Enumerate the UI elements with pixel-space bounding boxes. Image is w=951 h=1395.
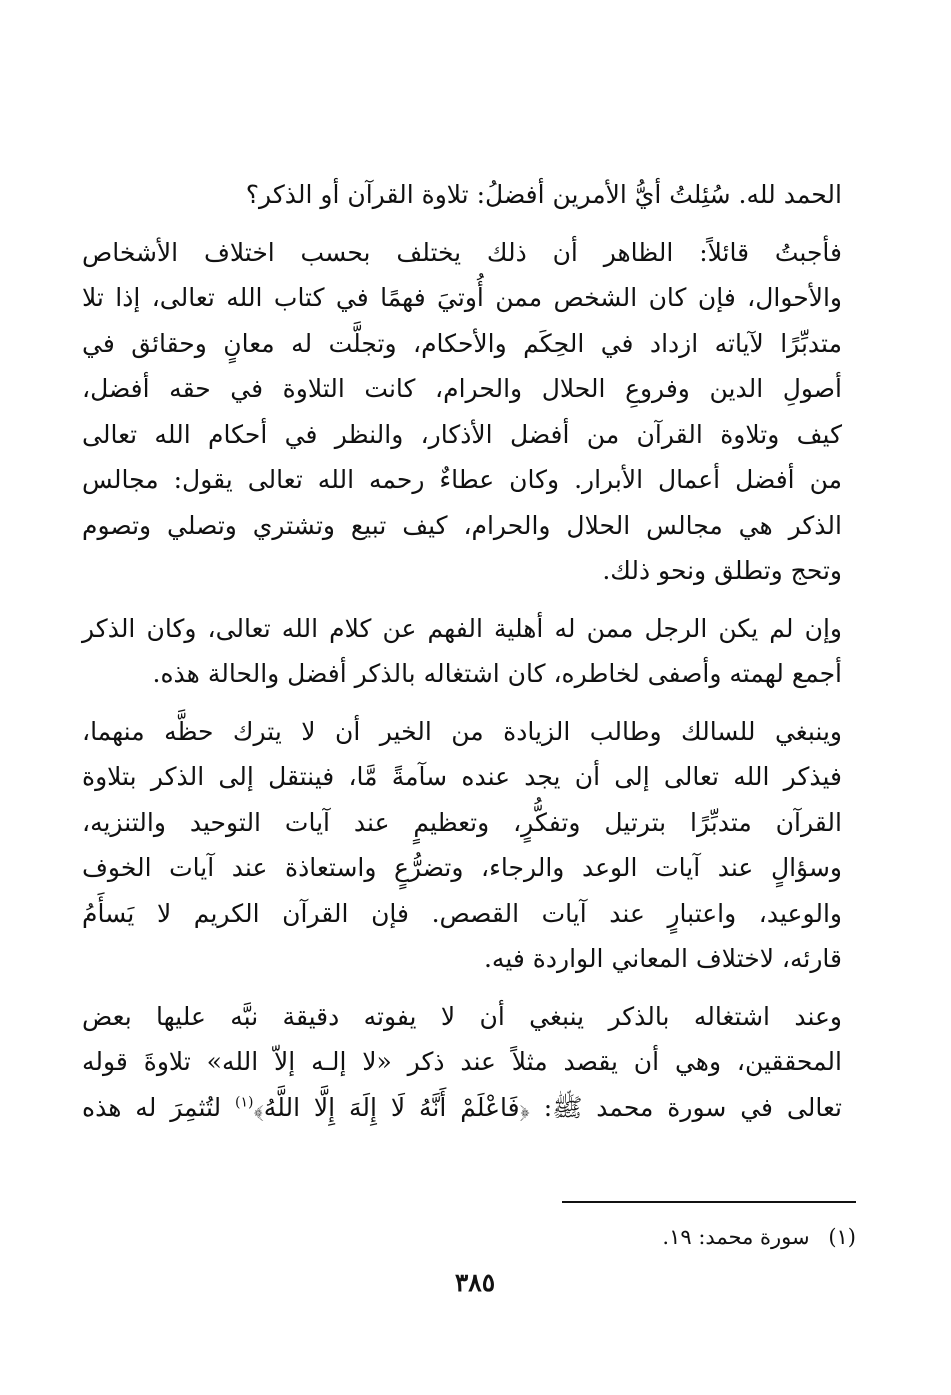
text-line-with-reference — [82, 1085, 842, 1131]
text-line: المحققين، وهي أن يقصد مثلاً عند ذكر «لا إلـه إلاّ الله» تلاوةَ قوله — [82, 1047, 842, 1076]
footnote-reference: (١) — [235, 1094, 254, 1111]
text-line: وعند اشتغاله بالذكر ينبغي أن لا يفوته دقيقة نبَّه عليها بعض — [82, 1001, 842, 1031]
text-line: أجمع لهمته وأصفى لخاطره، كان اشتغاله بالذكر أفضل والحالة هذه. — [152, 659, 842, 688]
text-line: من أفضل أعمال الأبرار. وكان عطاءٌ رحمه الله تعالى يقول: مجالس — [82, 465, 842, 494]
footnote-divider — [562, 1201, 856, 1203]
paragraph-4 — [82, 709, 842, 982]
footnote-number: (١) — [828, 1225, 856, 1249]
text-line: فيذكر الله تعالى إلى أن يجد عنده سآمةً مَّا، فينتقل إلى الذكر بتلاوة — [82, 762, 842, 791]
main-text — [82, 172, 842, 1142]
text-line: الذكر هي مجالس الحلال والحرام، كيف تبيع وتشتري وتصلي وتصوم — [82, 510, 842, 540]
text-line: القرآن متدبِّرًا بترتيل وتفكُّرٍ، وتعظيمٍ عند آيات التوحيد والتنزيه، — [82, 807, 842, 837]
paragraph-5 — [82, 994, 842, 1131]
text-line: الحمد لله. سُئِلتُ أيُّ الأمرين أفضلُ: تلاوة القرآن أو الذكر؟ — [245, 180, 842, 209]
text-line: كيف وتلاوة القرآن من أفضل الأذكار، والنظر في أحكام الله تعالى — [82, 419, 842, 449]
footnote — [500, 1222, 856, 1252]
paragraph-1 — [82, 172, 842, 218]
paragraph-2 — [82, 230, 842, 594]
footnote-text: سورة محمد: ١٩. — [662, 1225, 810, 1249]
text-line: فأجبتُ قائلاً: الظاهر أن ذلك يختلف بحسب اختلاف الأشخاص — [82, 237, 842, 267]
text-line: والوعيد، واعتبارٍ عند آيات القصص. فإن القرآن الكريم لا يَسأَمُ — [82, 898, 842, 928]
text-line: وينبغي للسالك وطالب الزيادة من الخير أن لا يترك حظَّه منهما، — [82, 716, 842, 746]
text-line: وتحج وتطلق ونحو ذلك. — [602, 556, 842, 585]
text-line: والأحوال، فإن كان الشخص ممن أُوتيَ فهمًا في كتاب الله تعالى، إذا تلا — [82, 283, 842, 312]
page-number: ٣٨٥ — [454, 1268, 496, 1297]
text-line: أصولِ الدين وفروعِ الحلال والحرام، كانت التلاوة في حقه أفضل، — [82, 374, 842, 403]
text-line: وإن لم يكن الرجل ممن له أهلية الفهم عن كلام الله تعالى، وكان الذكر — [82, 613, 842, 643]
text-line: قارئه، لاختلاف المعاني الواردة فيه. — [483, 944, 842, 973]
text-line: متدبِّرًا لآياته ازداد في الحِكَم والأحكام، وتجلَّت له معانٍ وحقائق في — [82, 328, 842, 358]
line-tail: لتُثمِرَ له هذه — [82, 1092, 222, 1122]
text-line: وسؤالٍ عند آيات الوعد والرجاء، وتضرُّعٍ واستعاذة عند آيات الخوف — [82, 853, 842, 882]
paragraph-3 — [82, 606, 842, 697]
verse-text: تعالى في سورة محمد ﷺ: ﴿فَاعْلَمْ أَنَّهُ لَا إِلَهَ إِلَّا اللَّهُ﴾ — [253, 1092, 842, 1122]
